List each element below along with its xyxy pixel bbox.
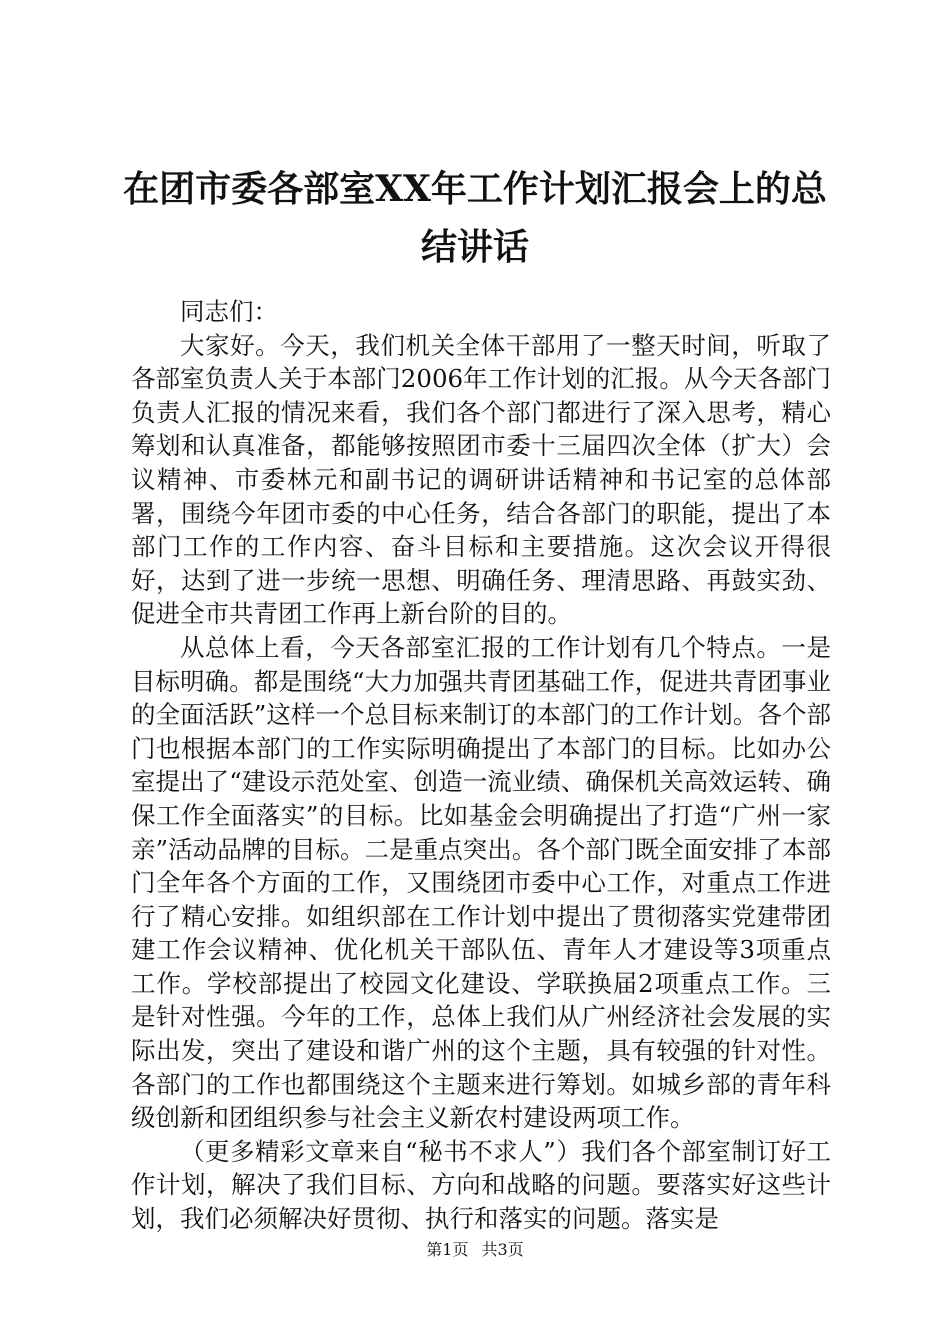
- paragraph-3: （更多精彩文章来自“秘书不求人”）我们各个部室制订好工作计划，解决了我们目标、方向和战略的问题。要落实好这些计划，我们必须解决好贯彻、执行和落实的问题。落实是: [131, 1136, 831, 1234]
- page-number: 第1页: [426, 1240, 469, 1259]
- page-footer: [0, 1240, 950, 1260]
- salutation: 同志们：: [180, 297, 278, 326]
- page-count: 共3页: [481, 1240, 524, 1259]
- document-title: 在团市委各部室XX年工作计划汇报会上的总结讲话: [123, 168, 827, 268]
- paragraph-1: 大家好。今天，我们机关全体干部用了一整天时间，听取了各部室负责人关于本部门2006年工作计划的汇报。从今天各部门负责人汇报的情况来看，我们各个部门都进行了深入思考，精心筹划和认真准备，都能够按照团市委十三届四次全体（扩大）会议精神、市委林元和副书记的调研讲话精神和书记室的总体部署，围绕今年团市委的中心任务，结合各部门的职能，提出了本部门工作的工作内容、奋斗目标和主要措施。这次会议开得很好，达到了进一步统一思想、明确任务、理清思路、再鼓实劲、促进全市共青团工作再上新台阶的目的。: [131, 330, 831, 629]
- paragraph-2: 从总体上看，今天各部室汇报的工作计划有几个特点。一是目标明确。都是围绕“大力加强共青团基础工作，促进共青团事业的全面活跃”这样一个总目标来制订的本部门的工作计划。各个部门也根据本部门的工作实际明确提出了本部门的目标。比如办公室提出了“建设示范处室、创造一流业绩、确保机关高效运转、确保工作全面落实”的目标。比如基金会明确提出了打造“广州一家亲”活动品牌的目标。二是重点突出。各个部门既全面安排了本部门全年各个方面的工作，又围绕团市委中心工作，对重点工作进行了精心安排。如组织部在工作计划中提出了贯彻落实党建带团建工作会议精神、优化机关干部队伍、青年人才建设等3项重点工作。学校部提出了校园文化建设、学联换届2项重点工作。三是针对性强。今年的工作，总体上我们从广州经济社会发展的实际出发，突出了建设和谐广州的这个主题，具有较强的针对性。各部门的工作也都围绕这个主题来进行筹划。如城乡部的青年科级创新和团组织参与社会主义新农村建设两项工作。: [131, 632, 831, 1133]
- document-body: [131, 295, 831, 1236]
